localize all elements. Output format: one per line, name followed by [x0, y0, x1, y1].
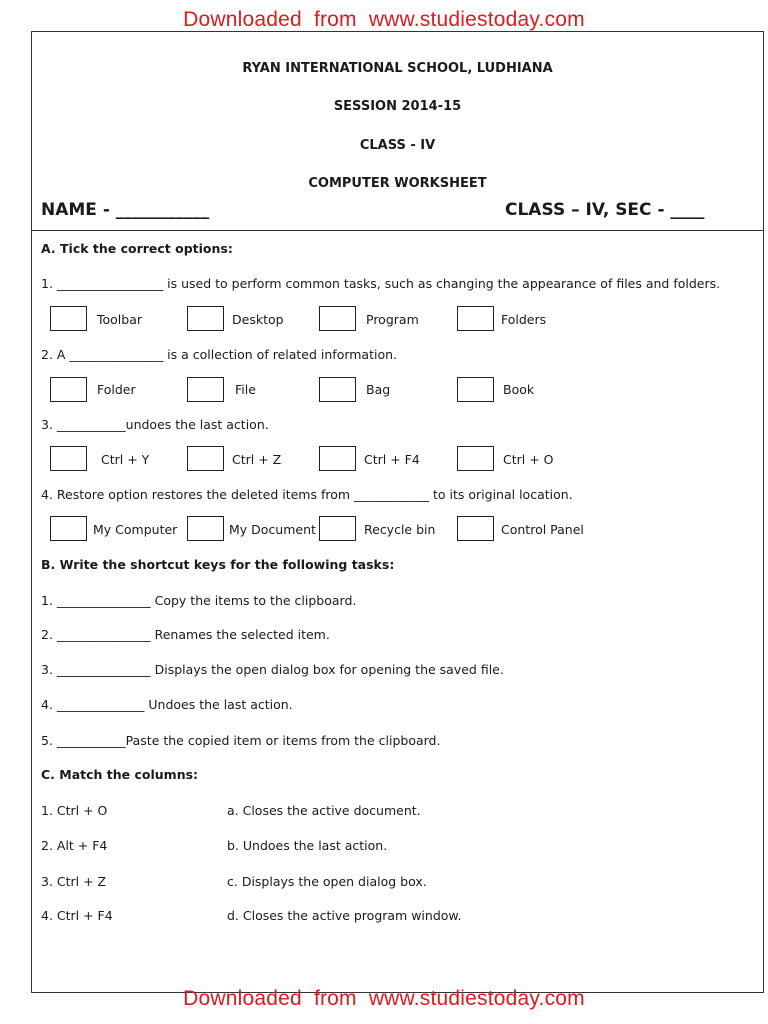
shortcut-item-4: 4. ______________ Undoes the last action.	[41, 697, 293, 712]
checkbox-q2-option-1[interactable]	[50, 377, 87, 402]
q1-option-4-label: Folders	[501, 312, 547, 327]
q3-option-2-label: Ctrl + Z	[232, 452, 282, 467]
q2-option-2-label: File	[235, 382, 256, 397]
q2-option-3-label: Bag	[366, 382, 391, 397]
shortcut-item-5: 5. ___________Paste the copied item or items from the clipboard.	[41, 733, 441, 748]
match-right-b: b. Undoes the last action.	[227, 838, 388, 853]
q4-option-3-label: Recycle bin	[364, 522, 436, 537]
shortcut-item-3: 3. _______________ Displays the open dialog box for opening the saved file.	[41, 662, 504, 677]
q4-option-2-label: My Document	[229, 522, 316, 537]
checkbox-q4-option-1[interactable]	[50, 516, 87, 541]
question-2-text: 2. A _______________ is a collection of related information.	[41, 347, 398, 362]
section-b-heading: B. Write the shortcut keys for the following tasks:	[41, 557, 395, 572]
checkbox-q1-option-1[interactable]	[50, 306, 87, 331]
shortcut-item-2: 2. _______________ Renames the selected item.	[41, 627, 330, 642]
match-left-2: 2. Alt + F4	[41, 838, 108, 853]
class-section-field: CLASS – IV, SEC - ____	[505, 200, 705, 220]
checkbox-q2-option-3[interactable]	[319, 377, 356, 402]
q1-option-2-label: Desktop	[232, 312, 284, 327]
watermark-banner-bottom: Downloaded from www.studiestoday.com	[183, 987, 585, 1010]
checkbox-q1-option-2[interactable]	[187, 306, 224, 331]
checkbox-q4-option-4[interactable]	[457, 516, 494, 541]
checkbox-q1-option-4[interactable]	[457, 306, 494, 331]
q4-option-1-label: My Computer	[93, 522, 178, 537]
match-right-c: c. Displays the open dialog box.	[227, 874, 427, 889]
match-right-a: a. Closes the active document.	[227, 803, 421, 818]
shortcut-item-1: 1. _______________ Copy the items to the clipboard.	[41, 593, 357, 608]
q3-option-4-label: Ctrl + O	[503, 452, 554, 467]
checkbox-q1-option-3[interactable]	[319, 306, 356, 331]
class-label: CLASS - IV	[359, 138, 436, 153]
q2-option-4-label: Book	[503, 382, 535, 397]
checkbox-q2-option-2[interactable]	[187, 377, 224, 402]
section-c-heading: C. Match the columns:	[41, 767, 199, 782]
checkbox-q4-option-3[interactable]	[319, 516, 356, 541]
section-a-heading: A. Tick the correct options:	[41, 241, 233, 256]
checkbox-q3-option-2[interactable]	[187, 446, 224, 471]
checkbox-q4-option-2[interactable]	[187, 516, 224, 541]
header-divider	[32, 230, 763, 231]
session-label: SESSION 2014-15	[333, 99, 462, 114]
match-left-3: 3. Ctrl + Z	[41, 874, 107, 889]
q3-option-3-label: Ctrl + F4	[364, 452, 420, 467]
match-left-4: 4. Ctrl + F4	[41, 908, 113, 923]
checkbox-q3-option-1[interactable]	[50, 446, 87, 471]
checkbox-q3-option-4[interactable]	[457, 446, 494, 471]
q3-option-1-label: Ctrl + Y	[101, 452, 150, 467]
worksheet-frame	[31, 31, 764, 993]
school-name: RYAN INTERNATIONAL SCHOOL, LUDHIANA	[242, 61, 553, 76]
worksheet-title: COMPUTER WORKSHEET	[308, 176, 487, 191]
q2-option-1-label: Folder	[97, 382, 136, 397]
watermark-banner-top: Downloaded from www.studiestoday.com	[183, 8, 585, 31]
q1-option-1-label: Toolbar	[97, 312, 143, 327]
checkbox-q3-option-3[interactable]	[319, 446, 356, 471]
name-field: NAME - ___________	[41, 200, 210, 220]
match-left-1: 1. Ctrl + O	[41, 803, 108, 818]
checkbox-q2-option-4[interactable]	[457, 377, 494, 402]
q4-option-4-label: Control Panel	[501, 522, 584, 537]
q1-option-3-label: Program	[366, 312, 419, 327]
question-4-text: 4. Restore option restores the deleted items from ____________ to its original location.	[41, 487, 573, 502]
question-1-text: 1. _________________ is used to perform common tasks, such as changing the appearance of files and folders.	[41, 276, 721, 291]
question-3-text: 3. ___________undoes the last action.	[41, 417, 269, 432]
match-right-d: d. Closes the active program window.	[227, 908, 462, 923]
